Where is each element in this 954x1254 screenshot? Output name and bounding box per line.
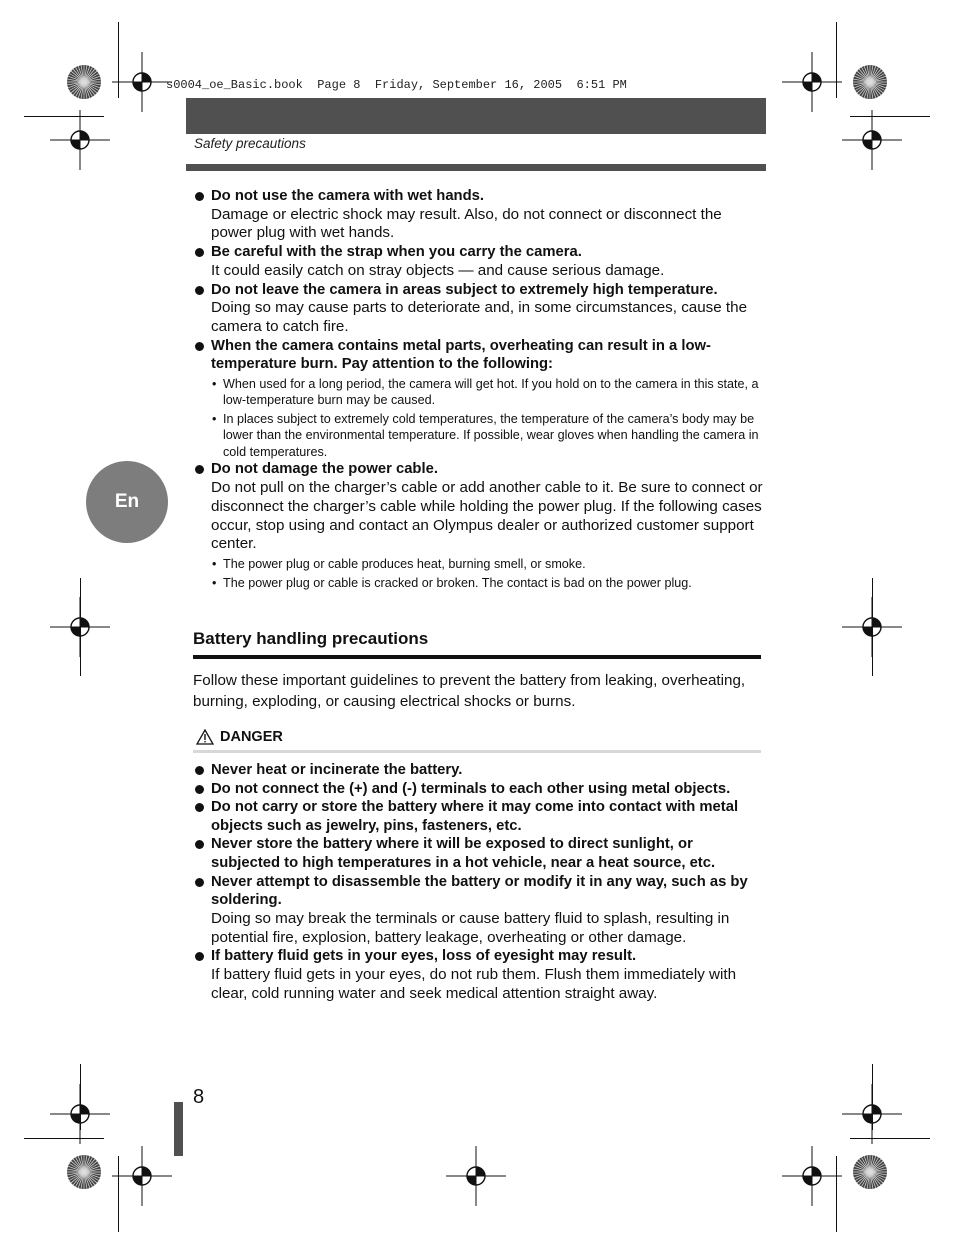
bullet-dot xyxy=(195,785,204,794)
list-item xyxy=(193,460,765,591)
trim-line xyxy=(872,578,873,676)
item-title: Do not damage the power cable. xyxy=(211,461,438,478)
trim-line xyxy=(24,116,104,117)
danger-heading xyxy=(196,729,283,745)
sub-bullet: • The power plug or cable produces heat, burning smell, or smoke. xyxy=(211,556,765,573)
bullet-dot xyxy=(195,192,204,201)
starburst-mark-icon xyxy=(852,64,888,100)
list-item xyxy=(193,780,765,799)
item-text: Doing so may cause parts to deteriorate and, in some circumstances, cause the camera to catch fire. xyxy=(211,299,748,335)
bullet-dot xyxy=(195,803,204,812)
item-title: Never store the battery where it will be exposed to direct sunlight, or subjected to high temperatures in a hot vehicle, near a heat source, etc. xyxy=(211,836,716,871)
starburst-mark-icon xyxy=(66,64,102,100)
page-number: 8 xyxy=(193,1086,205,1108)
trim-line xyxy=(80,578,81,676)
item-title: If battery fluid gets in your eyes, loss of eyesight may result. xyxy=(211,948,637,965)
danger-rule xyxy=(193,750,761,753)
sub-bullet: • The power plug or cable is cracked or broken. The contact is bad on the power plug. xyxy=(211,575,765,592)
list-item xyxy=(193,187,765,243)
crosshair-registration-icon xyxy=(782,52,842,112)
item-text: Damage or electric shock may result. Also, do not connect or disconnect the power plug with wet hands. xyxy=(211,205,722,242)
bullet-dot xyxy=(195,766,204,775)
item-title: Do not leave the camera in areas subject to extremely high temperature. xyxy=(211,281,718,298)
bullet-dot xyxy=(195,465,204,474)
warning-triangle-icon xyxy=(196,729,214,745)
sub-bullet: • In places subject to extremely cold temperatures, the temperature of the camera’s body may be lower than the environmental temperature. If possible, wear gloves when handling the camera in cold temperatures. xyxy=(211,411,765,461)
trim-line xyxy=(118,1156,119,1232)
danger-label: DANGER xyxy=(220,729,283,745)
starburst-mark-icon xyxy=(852,1154,888,1190)
bullet-dot xyxy=(195,840,204,849)
item-title: Never attempt to disassemble the battery or modify it in any way, such as by soldering. xyxy=(211,873,748,909)
crosshair-registration-icon xyxy=(446,1146,506,1206)
trim-line xyxy=(836,22,837,98)
item-title: Never heat or incinerate the battery. xyxy=(211,762,463,778)
item-title: Do not connect the (+) and (-) terminals to each other using metal objects. xyxy=(211,780,731,797)
list-item xyxy=(193,873,765,948)
bullet-dot xyxy=(195,248,204,257)
battery-intro: Follow these important guidelines to prevent the battery from leaking, overheating, burning, exploding, or causing electrical shocks or burns. xyxy=(193,672,746,710)
crosshair-registration-icon xyxy=(112,1146,172,1206)
list-item xyxy=(193,947,765,1003)
crosshair-registration-icon xyxy=(112,52,172,112)
header-bar xyxy=(186,98,766,134)
item-text: If battery fluid gets in your eyes, do not rub them. Flush them immediately with clear, cold running water and seek medical attention straight away. xyxy=(211,965,737,1002)
crosshair-registration-icon xyxy=(842,110,902,170)
list-item xyxy=(193,798,765,835)
item-title: Be careful with the strap when you carry the camera. xyxy=(211,244,582,261)
item-title: Do not carry or store the battery where it may come into contact with metal objects such as jewelry, pins, fasteners, etc. xyxy=(211,799,739,834)
page-tab-bar xyxy=(174,1102,183,1156)
item-title: When the camera contains metal parts, overheating can result in a low-temperature burn. Pay attention to the following: xyxy=(211,337,711,373)
trim-line xyxy=(24,1138,104,1139)
list-item xyxy=(193,761,765,780)
list-item xyxy=(193,835,765,872)
item-text: Doing so may break the terminals or cause battery fluid to splash, resulting in potential fire, explosion, battery leakage, overheating or other damage. xyxy=(211,909,730,946)
section-label: Safety precautions xyxy=(194,136,306,151)
bullet-dot xyxy=(195,342,204,351)
trim-line xyxy=(850,116,930,117)
trim-line xyxy=(836,1156,837,1232)
trim-line xyxy=(118,22,119,98)
list-item xyxy=(193,281,765,337)
item-text: It could easily catch on stray objects — and cause serious damage. xyxy=(211,261,665,279)
trim-line xyxy=(850,1138,930,1139)
language-tab: En xyxy=(86,461,168,543)
crosshair-registration-icon xyxy=(782,1146,842,1206)
item-title: Do not use the camera with wet hands. xyxy=(211,188,484,204)
bullet-dot xyxy=(195,286,204,295)
list-item xyxy=(193,337,765,461)
starburst-mark-icon xyxy=(66,1154,102,1190)
print-info-line: s0004_oe_Basic.book Page 8 Friday, September 16, 2005 6:51 PM xyxy=(166,78,627,92)
battery-section-title: Battery handling precautions xyxy=(193,629,429,648)
bullet-dot xyxy=(195,878,204,887)
crosshair-registration-icon xyxy=(50,110,110,170)
trim-line xyxy=(872,1064,873,1130)
danger-list xyxy=(193,761,765,1004)
bullet-dot xyxy=(195,952,204,961)
battery-title-rule xyxy=(193,655,761,659)
sub-bullet: • When used for a long period, the camera will get hot. If you hold on to the camera in this state, a low-temperature burn may be caused. xyxy=(211,376,765,409)
trim-line xyxy=(80,1064,81,1130)
warning-list xyxy=(193,187,765,591)
list-item xyxy=(193,243,765,280)
header-rule xyxy=(186,164,766,171)
item-text: Do not pull on the charger’s cable or add another cable to it. Be sure to connect or disconnect the charger’s cable while holding the power plug. If the following cases occur, stop using and contact an Olympus dealer or authorized customer support center. xyxy=(211,479,763,553)
